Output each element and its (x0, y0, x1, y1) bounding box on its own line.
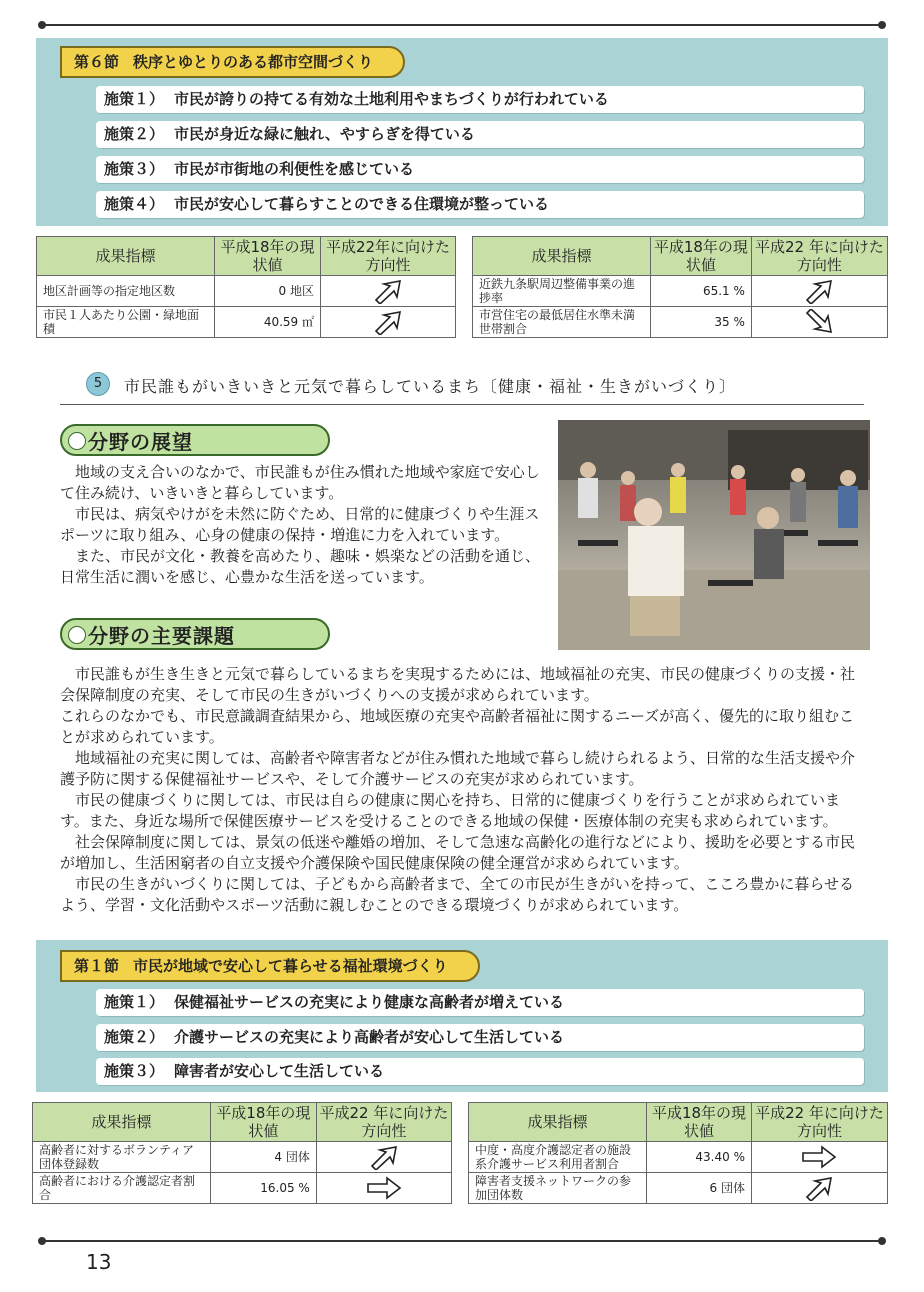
section6-band (36, 38, 888, 226)
indicator-value: 16.05 % (210, 1173, 316, 1204)
issues-text (60, 664, 868, 916)
issues-paragraph: 市民誰もが生き生きと元気で暮らしているまちを実現するためには、地域福祉の充実、市民の健康づくりの支援・社会保障制度の充実、そして市民の生きがいづくりへの支援が求められています。 (60, 665, 856, 704)
section6-policy-2: 施策２） 市民が身近な緑に触れ、やすらぎを得ている (96, 121, 864, 148)
table-header-direction: 平成22 年に向けた方向性 (751, 237, 887, 276)
table-header-current: 平成18年の現状値 (215, 237, 321, 276)
section6-indicator-table-right (472, 236, 888, 338)
indicator-name: 地区計画等の指定地区数 (37, 276, 215, 307)
issues-paragraph: 社会保障制度に関しては、景気の低迷や離婚の増加、そして急速な高齢化の進行などにより、援助を必要とする市民が増加し、生活困窮者の自立支援や介護保険や国民健康保険の健全運営が求められています。 (60, 833, 856, 872)
table-header-indicator: 成果指標 (469, 1103, 647, 1142)
bottom-rule (42, 1240, 882, 1242)
exercise-photo (558, 420, 870, 650)
section1-policy-3: 施策３） 障害者が安心して生活している (96, 1058, 864, 1085)
table-row (33, 1142, 452, 1173)
table-row (469, 1173, 888, 1204)
arrow-up-right-icon (320, 276, 455, 307)
table-row (473, 276, 888, 307)
page-number: 13 (86, 1250, 112, 1274)
section1-num: 第１節 (74, 957, 120, 975)
arrow-up-right-icon (316, 1142, 451, 1173)
section6-title: 秩序とゆとりのある都市空間づくり (133, 53, 374, 71)
table-header-indicator: 成果指標 (473, 237, 651, 276)
table-row (37, 307, 456, 338)
indicator-value: 65.1 % (650, 276, 751, 307)
indicator-name: 中度・高度介護認定者の施設系介護サービス利用者割合 (469, 1142, 647, 1173)
indicator-name: 高齢者に対するボランティア団体登録数 (33, 1142, 211, 1173)
indicator-value: 6 団体 (647, 1173, 752, 1204)
issues-paragraph: これらのなかでも、市民意識調査結果から、地域医療の充実や高齢者福祉に関するニーズが高く、優先的に取り組むことが求められています。 (60, 707, 854, 746)
section6-policy-4: 施策４） 市民が安心して暮らすことのできる住環境が整っている (96, 191, 864, 218)
table-header-current: 平成18年の現状値 (210, 1103, 316, 1142)
vision-heading: 分野の展望 (60, 424, 330, 456)
indicator-value: 35 % (650, 307, 751, 338)
section1-indicator-table-left (32, 1102, 452, 1204)
section6-policy-3: 施策３） 市民が市街地の利便性を感じている (96, 156, 864, 183)
indicator-value: 4 団体 (210, 1142, 316, 1173)
indicator-value: 0 地区 (215, 276, 321, 307)
vision-paragraph: 市民は、病気やけがを未然に防ぐため、日常的に健康づくりや生涯スポーツに取り組み、心身の健康の保持・増進に力を入れています。 (60, 505, 540, 544)
indicator-name: 市民１人あたり公園・緑地面積 (37, 307, 215, 338)
table-header-current: 平成18年の現状値 (647, 1103, 752, 1142)
indicator-value: 40.59 ㎡ (215, 307, 321, 338)
arrow-down-right-icon (751, 307, 887, 338)
vision-paragraph: また、市民が文化・教養を高めたり、趣味・娯楽などの活動を通じ、日常生活に潤いを感じ、心豊かな生活を送っています。 (60, 547, 541, 586)
arrow-up-right-icon (751, 276, 887, 307)
top-rule (42, 24, 882, 26)
section6-tab (60, 46, 405, 78)
section1-indicator-table-right (468, 1102, 888, 1204)
table-header-indicator: 成果指標 (37, 237, 215, 276)
table-header-current: 平成18年の現状値 (650, 237, 751, 276)
table-header-direction: 平成22 年に向けた方向性 (751, 1103, 887, 1142)
field-title: 市民誰もがいきいきと元気で暮らしているまち〔健康・福祉・生きがいづくり〕 (124, 377, 737, 396)
indicator-name: 高齢者における介護認定者割合 (33, 1173, 211, 1204)
table-row (473, 307, 888, 338)
issues-paragraph: 地域福祉の充実に関しては、高齢者や障害者などが住み慣れた地域で暮らし続けられるよう、日常的な生活支援や介護予防に関する保健福祉サービスや、そして介護サービスの充実が求められています。 (60, 749, 856, 788)
indicator-value: 43.40 % (647, 1142, 752, 1173)
field-number-badge: 5 (86, 372, 110, 396)
section6-indicator-table-left (36, 236, 456, 338)
section1-band (36, 940, 888, 1092)
arrow-right-icon (316, 1173, 451, 1204)
issues-heading: 分野の主要課題 (60, 618, 330, 650)
field-title-rule (60, 404, 864, 405)
section1-policy-1: 施策１） 保健福祉サービスの充実により健康な高齢者が増えている (96, 989, 864, 1016)
arrow-up-right-icon (320, 307, 455, 338)
arrow-up-right-icon (751, 1173, 887, 1204)
table-header-direction: 平成22 年に向けた方向性 (316, 1103, 451, 1142)
indicator-name: 近鉄九条駅周辺整備事業の進捗率 (473, 276, 651, 307)
vision-text (60, 462, 544, 588)
table-row (37, 276, 456, 307)
vision-paragraph: 地域の支え合いのなかで、市民誰もが住み慣れた地域や家庭で安心して住み続け、いきいきと暮らしています。 (60, 463, 540, 502)
issues-paragraph: 市民の生きがいづくりに関しては、子どもから高齢者まで、全ての市民が生きがいを持って、こころ豊かに暮らせるよう、学習・文化活動やスポーツ活動に親しむことのできる環境づくりが求められています。 (60, 875, 854, 914)
section1-title: 市民が地域で安心して暮らせる福祉環境づくり (133, 957, 448, 975)
table-row (469, 1142, 888, 1173)
table-header-direction: 平成22年に向けた方向性 (320, 237, 455, 276)
issues-paragraph: 市民の健康づくりに関しては、市民は自らの健康に関心を持ち、日常的に健康づくりを行うことが求められています。また、身近な場所で保健医療サービスを受けることのできる地域の保健・医療体制の充実も求められています。 (60, 791, 841, 830)
table-header-indicator: 成果指標 (33, 1103, 211, 1142)
section6-num: 第６節 (74, 53, 120, 71)
indicator-name: 障害者支援ネットワークの参加団体数 (469, 1173, 647, 1204)
section1-tab (60, 950, 480, 982)
arrow-right-icon (751, 1142, 887, 1173)
section1-policy-2: 施策２） 介護サービスの充実により高齢者が安心して生活している (96, 1024, 864, 1051)
table-row (33, 1173, 452, 1204)
indicator-name: 市営住宅の最低居住水準未満世帯割合 (473, 307, 651, 338)
section6-policy-1: 施策１） 市民が誇りの持てる有効な土地利用やまちづくりが行われている (96, 86, 864, 113)
